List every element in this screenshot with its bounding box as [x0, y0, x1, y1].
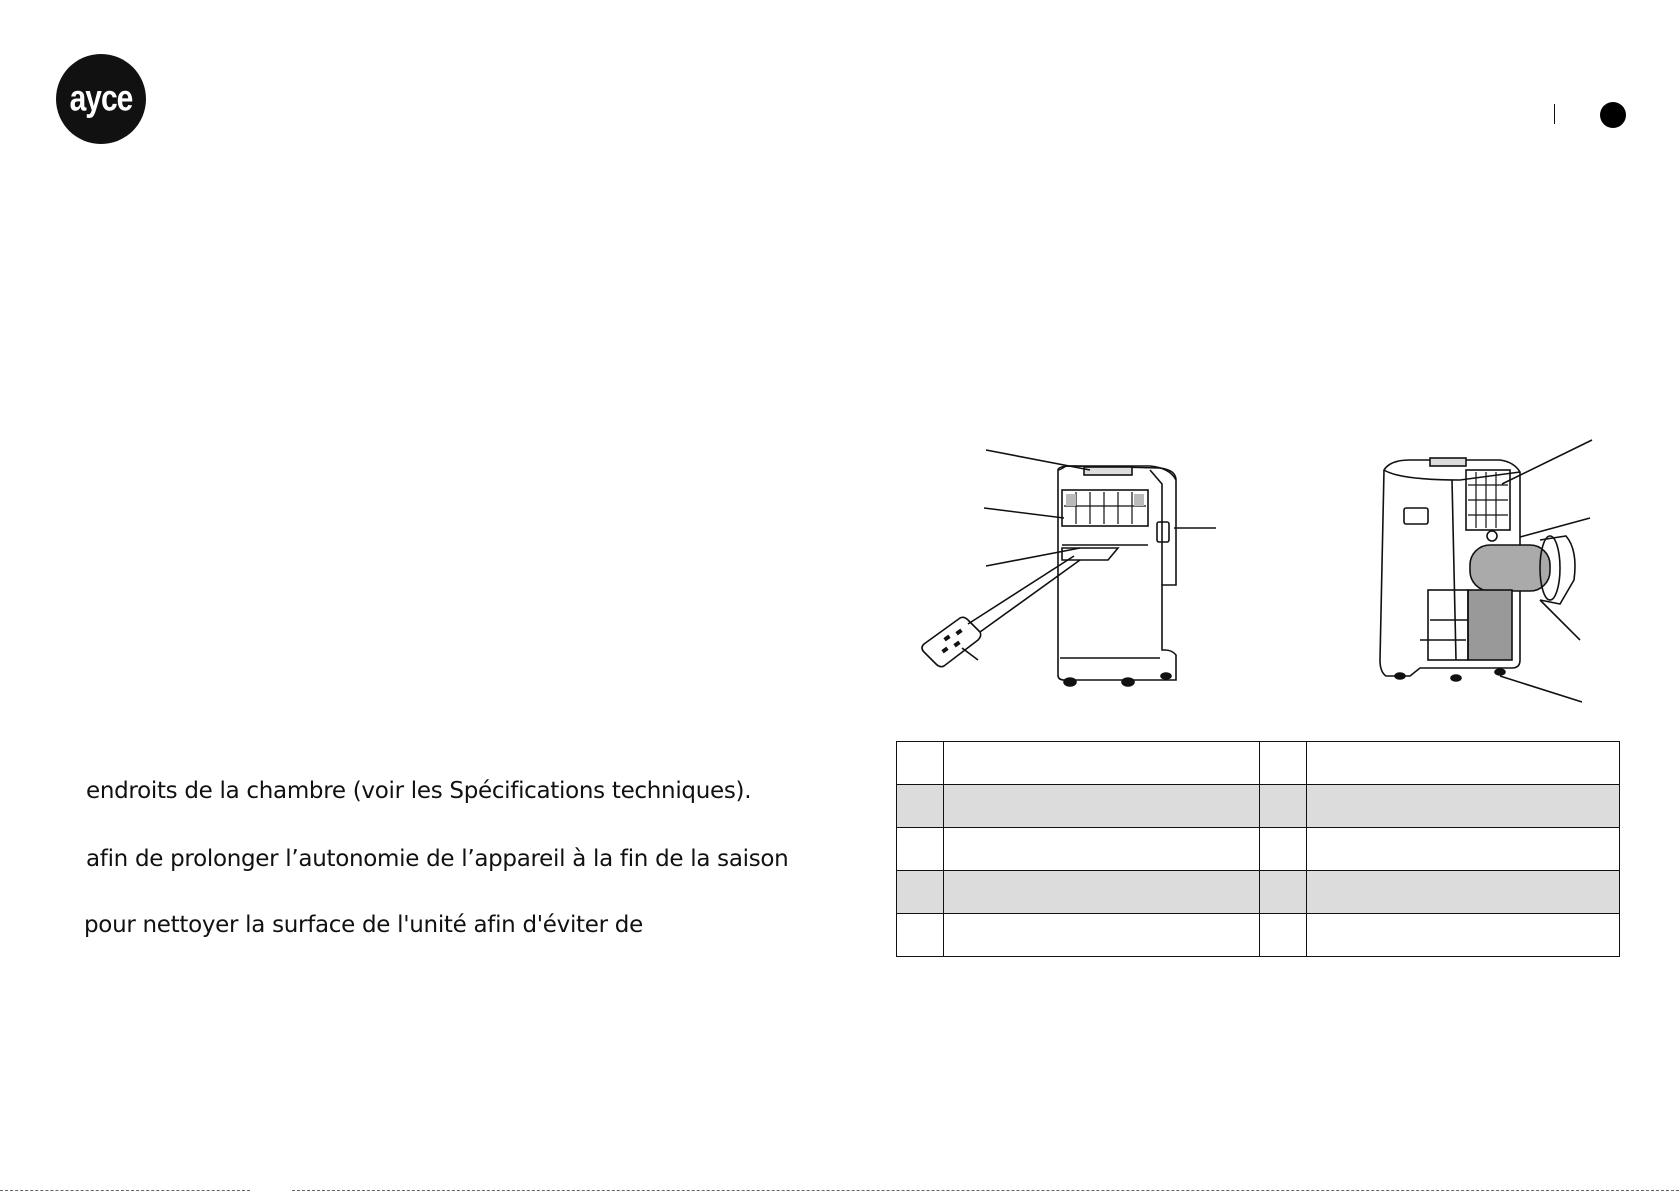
part-number-cell: [1260, 742, 1307, 785]
body-text-line-1: endroits de la chambre (voir les Spécifications techniques).: [86, 778, 752, 804]
part-name-cell: [944, 871, 1260, 914]
front-unit-illustration: [922, 450, 1216, 686]
brand-logo: [56, 54, 146, 144]
part-name-cell: [944, 742, 1260, 785]
table-row: [897, 871, 1620, 914]
parts-table: [896, 741, 1620, 957]
part-number-cell: [897, 742, 944, 785]
part-number-cell: [897, 785, 944, 828]
part-name-cell: [944, 785, 1260, 828]
part-name-cell: [944, 828, 1260, 871]
footer-rule-right: [292, 1190, 1679, 1191]
part-number-cell: [897, 914, 944, 957]
part-number-cell: [1260, 871, 1307, 914]
body-text-line-3: pour nettoyer la surface de l'unité afin d'éviter de: [84, 912, 643, 938]
part-name-cell: [1307, 742, 1620, 785]
part-name-cell: [944, 914, 1260, 957]
part-name-cell: [1307, 828, 1620, 871]
part-number-cell: [897, 871, 944, 914]
part-number-cell: [1260, 828, 1307, 871]
part-number-cell: [897, 828, 944, 871]
part-number-cell: [1260, 785, 1307, 828]
part-name-cell: [1307, 914, 1620, 957]
table-row: [897, 785, 1620, 828]
part-number-cell: [1260, 914, 1307, 957]
table-row: [897, 914, 1620, 957]
part-name-cell: [1307, 785, 1620, 828]
header-divider: [1554, 104, 1555, 124]
table-row: [897, 742, 1620, 785]
part-name-cell: [1307, 871, 1620, 914]
table-row: [897, 828, 1620, 871]
page-marker-dot: [1600, 102, 1626, 128]
footer-rule-left: [0, 1190, 250, 1191]
rear-unit-illustration: [1380, 440, 1592, 702]
body-text-line-2: afin de prolonger l’autonomie de l’appareil à la fin de la saison: [86, 846, 789, 872]
brand-logo-text: ayce: [69, 77, 133, 119]
